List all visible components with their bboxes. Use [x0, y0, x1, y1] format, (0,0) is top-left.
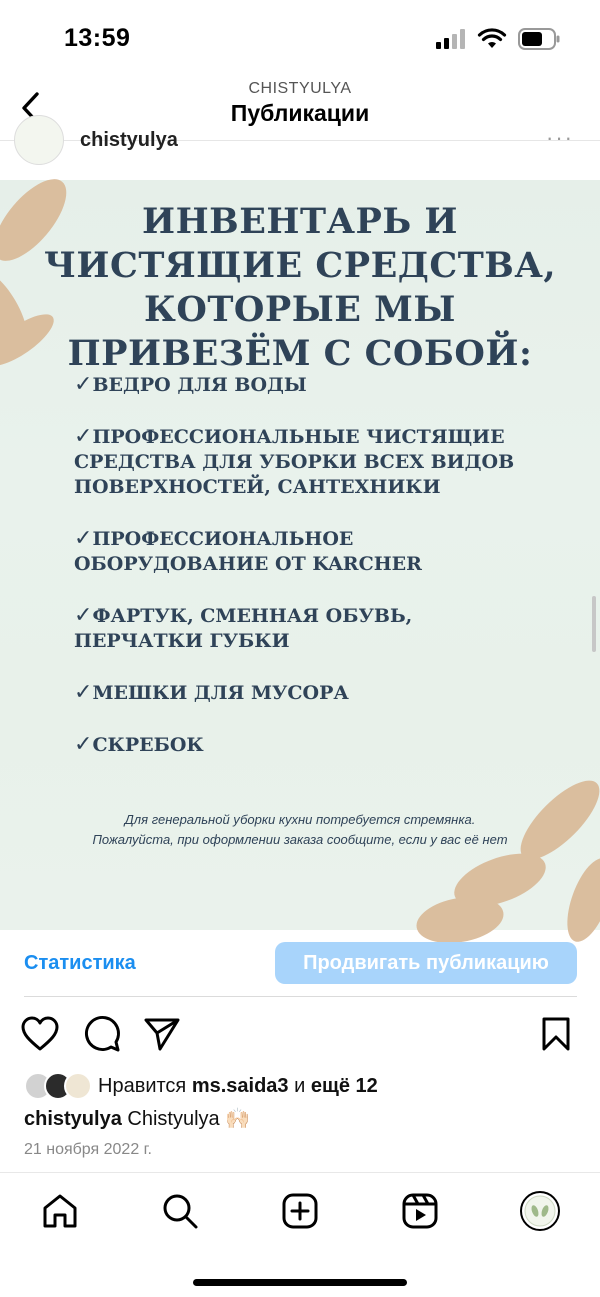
status-icons [436, 28, 560, 50]
promote-post-button[interactable]: Продвигать публикацию [275, 942, 577, 984]
comment-button[interactable] [82, 1014, 122, 1054]
tab-create[interactable] [278, 1189, 322, 1233]
checklist-item: ✓ВЕДРО ДЛЯ ВОДЫ [74, 372, 307, 397]
insights-row [0, 930, 600, 998]
save-button[interactable] [536, 1014, 576, 1054]
divider [24, 996, 577, 997]
image-note: Для генеральной уборки кухни потребуется стремянка. Пожалуйста, при оформлении заказа сообщите, если у вас её нет [92, 812, 508, 847]
tab-reels[interactable] [398, 1189, 442, 1233]
liker-username[interactable]: ms.saida3 [191, 1074, 289, 1097]
post-action-icons [0, 1010, 600, 1060]
wifi-icon [478, 29, 506, 49]
check-icon: ✓ [74, 526, 93, 551]
status-bar [0, 0, 600, 78]
liker-avatars [24, 1072, 94, 1100]
caption-text: Chistyulya 🙌🏻 [121, 1108, 251, 1130]
add-post-icon [281, 1192, 319, 1230]
image-checklist [74, 372, 544, 784]
statistics-link[interactable]: Статистика [24, 952, 136, 974]
tab-profile[interactable] [518, 1189, 562, 1233]
post-author-username[interactable]: chistyulya [80, 129, 178, 151]
check-icon: ✓ [74, 372, 93, 397]
status-time: 13:59 [64, 24, 131, 52]
check-icon: ✓ [74, 732, 93, 757]
home-indicator [193, 1279, 407, 1286]
comment-icon [83, 1015, 121, 1053]
post-author-avatar[interactable] [14, 115, 64, 165]
check-icon: ✓ [74, 603, 93, 628]
bottom-tab-bar [0, 1172, 600, 1297]
page-title: Публикации [230, 100, 370, 126]
avatar [64, 1072, 92, 1100]
tab-search[interactable] [158, 1189, 202, 1233]
account-name: CHISTYULYA [248, 80, 352, 97]
bookmark-icon [541, 1016, 571, 1052]
like-button[interactable] [20, 1014, 60, 1054]
heart-icon [21, 1016, 59, 1052]
post-image[interactable] [0, 180, 600, 930]
more-options-icon[interactable]: ··· [546, 125, 574, 150]
battery-icon [518, 28, 560, 50]
reels-icon [401, 1192, 439, 1230]
likes-text: Нравится ms.saida3 и ещё 12 [98, 1074, 378, 1097]
checklist-item: ✓ФАРТУК, СМЕННАЯ ОБУВЬ, ПЕРЧАТКИ ГУБКИ [74, 603, 413, 652]
likes-others[interactable]: ещё 12 [310, 1074, 378, 1097]
checklist-item: ✓СКРЕБОК [74, 732, 204, 757]
post-caption [24, 1106, 250, 1131]
image-title: ИНВЕНТАРЬ И ЧИСТЯЩИЕ СРЕДСТВА, КОТОРЫЕ МЫ ПРИВЕЗЁМ С СОБОЙ: [43, 201, 557, 374]
share-button[interactable] [142, 1014, 182, 1054]
checklist-item: ✓ПРОФЕССИОНАЛЬНЫЕ ЧИСТЯЩИЕ СРЕДСТВА ДЛЯ УБОРКИ ВСЕХ ВИДОВ ПОВЕРХНОСТЕЙ, САНТЕХНИКИ [74, 424, 515, 498]
send-icon [143, 1016, 181, 1052]
profile-avatar-icon [519, 1190, 561, 1232]
tab-home[interactable] [38, 1189, 82, 1233]
check-icon: ✓ [74, 424, 93, 449]
scroll-indicator[interactable] [592, 596, 596, 652]
post-date: 21 ноября 2022 г. [24, 1141, 152, 1158]
post-header [0, 125, 600, 180]
check-icon: ✓ [74, 680, 93, 705]
search-icon [161, 1192, 199, 1230]
cellular-signal-icon [436, 29, 466, 49]
likes-summary[interactable] [24, 1072, 378, 1100]
home-icon [41, 1192, 79, 1230]
checklist-item: ✓ПРОФЕССИОНАЛЬНОЕ ОБОРУДОВАНИЕ ОТ KARCHER [74, 526, 422, 575]
checklist-item: ✓МЕШКИ ДЛЯ МУСОРА [74, 680, 349, 705]
caption-username[interactable]: chistyulya [24, 1108, 122, 1130]
